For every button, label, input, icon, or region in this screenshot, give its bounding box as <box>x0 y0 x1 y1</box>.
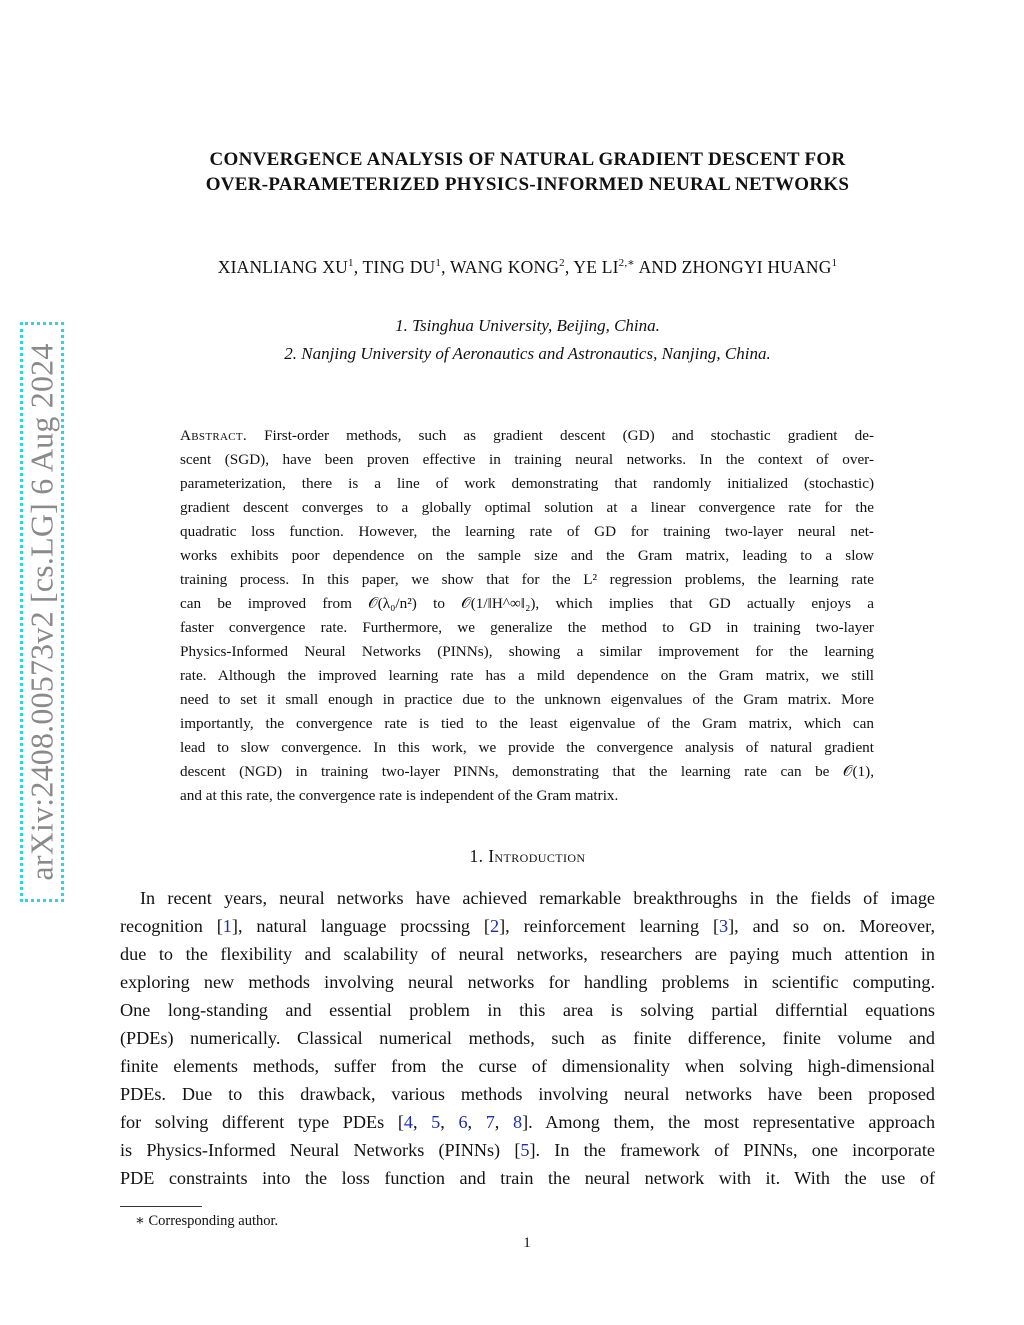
intro-line: is Physics-Informed Neural Networks (PINNs) [5]. In the framework of PINNs, one incorporate <box>120 1140 935 1160</box>
affiliation-2: 2. Nanjing University of Aeronautics and Astronautics, Nanjing, China. <box>284 344 771 363</box>
intro-line: One long-standing and essential problem in this area is solving partial differntial equations <box>120 1000 935 1020</box>
abstract-line: and at this rate, the convergence rate is independent of the Gram matrix. <box>180 787 619 804</box>
author-name: ZHONGYI HUANG <box>681 256 832 277</box>
author-affiliation-mark: 2,∗ <box>618 257 635 269</box>
introduction-body <box>120 884 935 1192</box>
citation-link[interactable]: 3 <box>719 916 729 936</box>
author-name: WANG KONG <box>449 256 560 277</box>
intro-line: exploring new methods involving neural networks for handling problems in scientific computing. <box>120 972 935 992</box>
abstract-line: training process. In this paper, we show that for the L² regression problems, the learning rate <box>180 571 874 588</box>
author-affiliation-mark: 1 <box>348 257 354 269</box>
abstract-line: quadratic loss function. However, the learning rate of GD for training two-layer neural net- <box>180 523 874 540</box>
footnote-corresponding-author: ∗ Corresponding author. <box>135 1213 279 1229</box>
intro-line: recognition [1], natural language procssing [2], reinforcement learning [3], and so on. Moreover, <box>120 916 935 936</box>
abstract-line: faster convergence rate. Furthermore, we generalize the method to GD in training two-layer <box>180 619 874 636</box>
citation-link[interactable]: 1 <box>222 916 232 936</box>
intro-line: due to the flexibility and scalability of neural networks, researchers are paying much attention in <box>120 944 935 964</box>
citation-link[interactable]: 7 <box>485 1112 495 1132</box>
abstract-line: parameterization, there is a line of work demonstrating that randomly initialized (stochastic) <box>180 475 874 492</box>
author-name: YE LI <box>573 256 619 277</box>
citation-link[interactable]: 6 <box>458 1112 468 1132</box>
author-list <box>120 256 935 278</box>
author-name: TING DU <box>362 256 436 277</box>
paper-title <box>120 147 935 197</box>
author-separator: , <box>353 256 363 277</box>
abstract-label: Abstract. <box>180 427 247 444</box>
abstract-line: need to set it small enough in practice due to the unknown eigenvalues of the Gram matrix. More <box>180 691 874 708</box>
title-line-2: OVER-PARAMETERIZED PHYSICS-INFORMED NEURAL NETWORKS <box>205 174 850 195</box>
author-affiliation-mark: 1 <box>435 257 442 269</box>
abstract-line: can be improved from 𝒪(λ₀/n²) to 𝒪(1/‖H^∞‖₂), which implies that GD actually enjoys a <box>180 595 874 612</box>
author-separator: , <box>441 256 450 277</box>
citation-link[interactable]: 4 <box>403 1112 413 1132</box>
author-conjunction: AND <box>634 256 682 277</box>
author-affiliation-mark: 2 <box>559 257 565 269</box>
abstract-line: importantly, the convergence rate is tied to the least eigenvalue of the Gram matrix, which can <box>180 715 874 732</box>
author-separator: , <box>564 256 574 277</box>
abstract-line: rate. Although the improved learning rate has a mild dependence on the Gram matrix, we still <box>180 667 874 684</box>
intro-line: In recent years, neural networks have achieved remarkable breakthroughs in the fields of image <box>140 888 935 908</box>
citation-link[interactable]: 2 <box>489 916 500 936</box>
abstract-line: scent (SGD), have been proven effective in training neural networks. In the context of over- <box>180 451 874 468</box>
intro-line: for solving different type PDEs [4, 5, 6, 7, 8]. Among them, the most representative approach <box>120 1112 936 1132</box>
page-number: 1 <box>523 1235 531 1251</box>
author-affiliation-mark: 1 <box>831 257 838 269</box>
abstract-line: works exhibits poor dependence on the sample size and the Gram matrix, leading to a slow <box>180 547 874 564</box>
citation-link[interactable]: 8 <box>512 1112 523 1132</box>
affiliation-1: 1. Tsinghua University, Beijing, China. <box>395 316 660 335</box>
abstract <box>180 424 874 808</box>
section-heading-introduction: 1. Introduction <box>469 846 586 866</box>
footnote-divider <box>120 1206 202 1207</box>
abstract-line: Physics-Informed Neural Networks (PINNs), showing a similar improvement for the learning <box>180 643 874 660</box>
intro-line: finite elements methods, suffer from the curse of dimensionality when solving high-dimensional <box>120 1056 935 1076</box>
abstract-line: descent (NGD) in training two-layer PINNs, demonstrating that the learning rate can be 𝒪(1), <box>180 763 874 780</box>
arxiv-identifier[interactable]: arXiv:2408.00573v2 [cs.LG] 6 Aug 2024 <box>23 343 60 881</box>
intro-line: (PDEs) numerically. Classical numerical methods, such as finite difference, finite volume and <box>120 1028 935 1048</box>
intro-line: PDE constraints into the loss function and train the neural network with it. With the use of <box>120 1168 935 1188</box>
arxiv-stamp[interactable] <box>20 322 64 902</box>
abstract-line: gradient descent converges to a globally optimal solution at a linear convergence rate for the <box>180 499 874 516</box>
citation-link[interactable]: 5 <box>520 1140 530 1160</box>
intro-line: PDEs. Due to this drawback, various methods involving neural networks have been proposed <box>120 1084 935 1104</box>
title-line-1: CONVERGENCE ANALYSIS OF NATURAL GRADIENT DESCENT FOR <box>209 149 846 170</box>
author-name: XIANLIANG XU <box>217 256 348 277</box>
abstract-line: lead to slow convergence. In this work, we provide the convergence analysis of natural gradient <box>180 739 874 756</box>
abstract-line: Abstract. First-order methods, such as gradient descent (GD) and stochastic gradient de- <box>180 427 874 444</box>
citation-link[interactable]: 5 <box>431 1112 441 1132</box>
